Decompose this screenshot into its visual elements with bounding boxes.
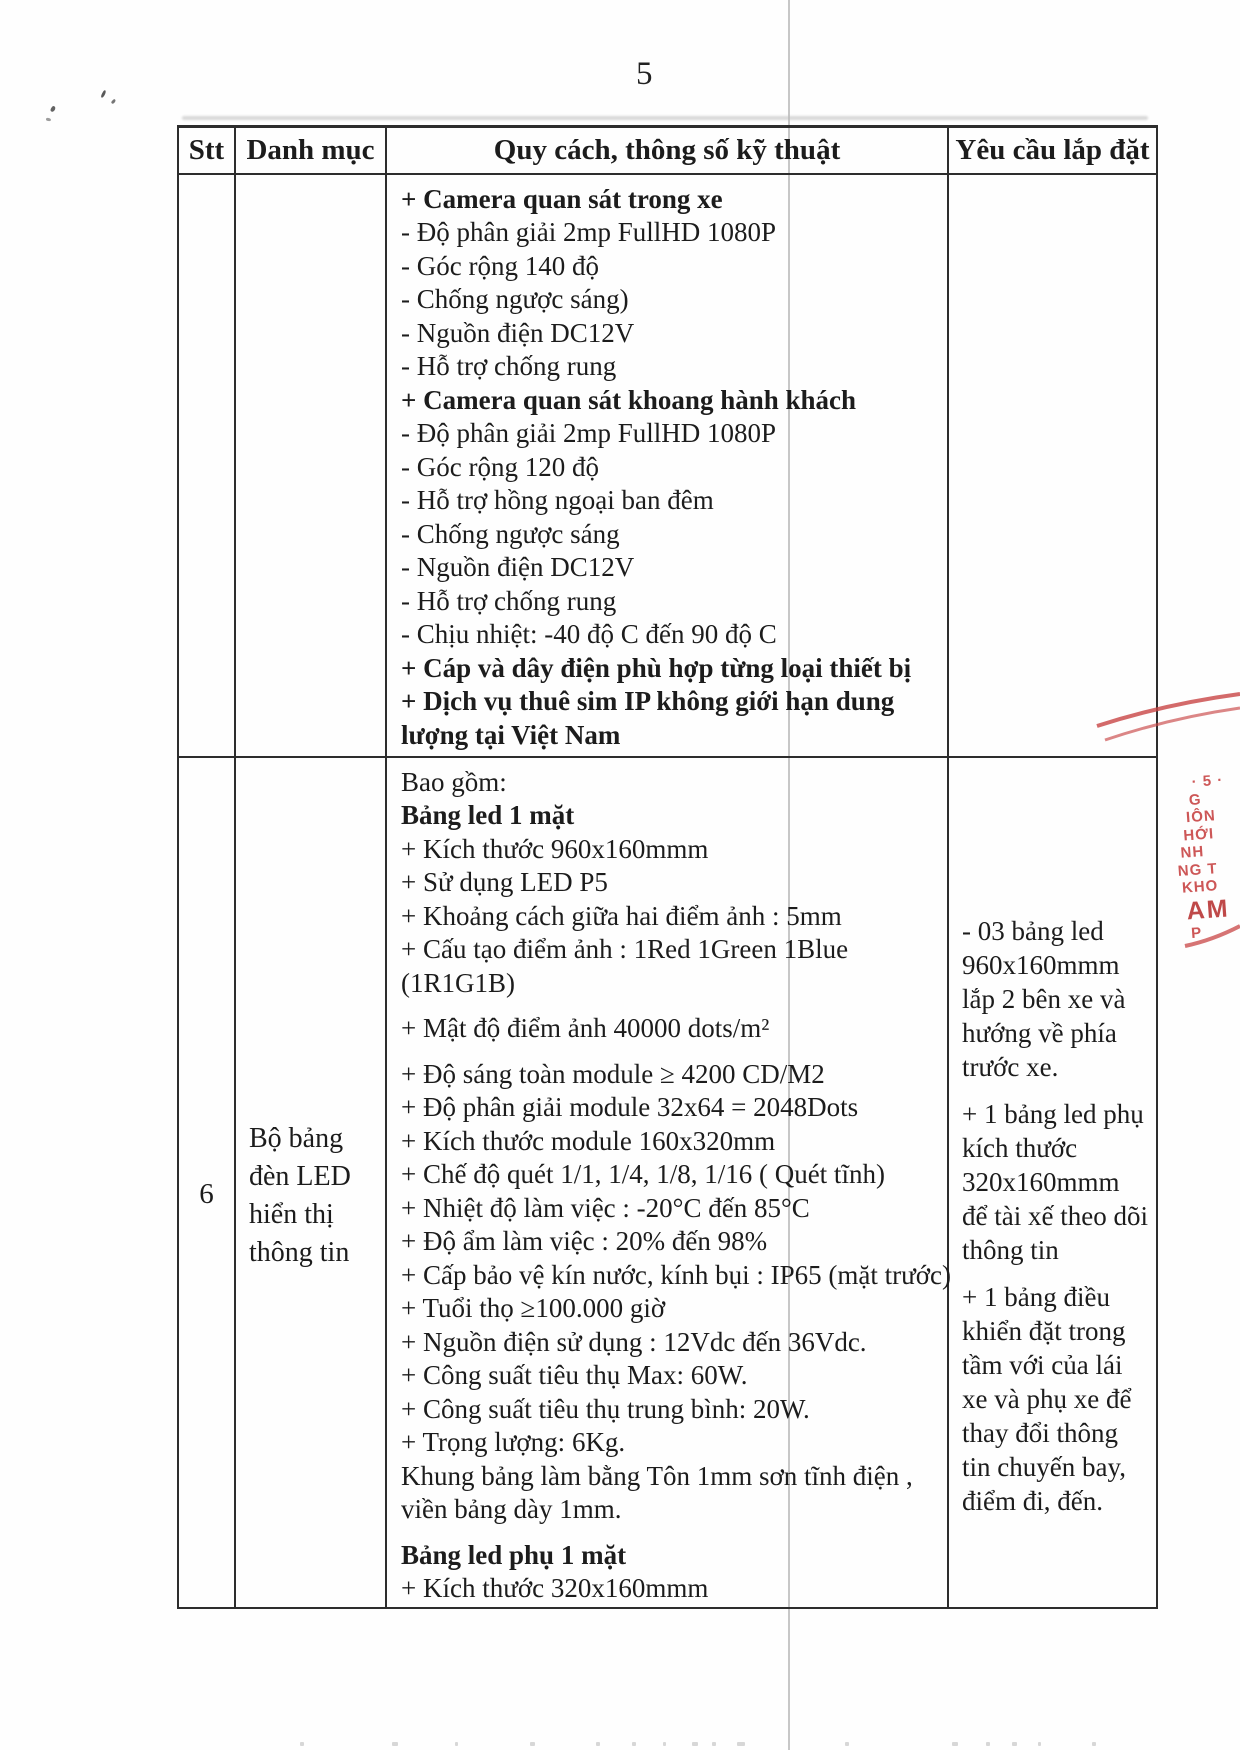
stamp-text-line: P (1190, 923, 1203, 942)
stamp-text-line: AM (1185, 893, 1231, 925)
stamp-text-line: IÔN (1185, 807, 1217, 827)
cell-spec (386, 757, 951, 1608)
spec-line: + Độ phân giải module 32x64 = 2048Dots (401, 1092, 859, 1122)
spec-line: - Góc rộng 120 độ (401, 451, 599, 482)
stamp-text-line: HỚI (1182, 824, 1215, 844)
stamp-text (1079, 771, 1240, 949)
spec-line: + Độ sáng toàn module ≥ 4200 CD/M2 (401, 1058, 825, 1089)
spec-line: + Tuổi thọ ≥100.000 giờ (401, 1293, 666, 1323)
spec-line: - Chống ngược sáng) (401, 284, 629, 314)
spec-line: + Camera quan sát trong xe (401, 183, 723, 214)
spec-line: viền bảng dày 1mm. (401, 1494, 622, 1524)
cell-stt (178, 174, 235, 757)
stamp-text-line: NG T (1177, 859, 1219, 880)
spec-line: + Nguồn điện sử dụng : 12Vdc đến 36Vdc. (401, 1326, 867, 1357)
spec-line: (1R1G1B) (401, 967, 515, 998)
spec-line: + Dịch vụ thuê sim IP không giới hạn dung (401, 686, 895, 716)
spec-table (177, 125, 1158, 1609)
table-row-camera (178, 174, 1157, 757)
cell-requirement (948, 174, 1157, 757)
col-header-yeu-cau: Yêu cầu lắp đặt (948, 127, 1157, 174)
requirement-paragraph: + 1 bảng led phụ kích thước 320x160mmm để tài xế theo dõi thông tin (962, 1098, 1148, 1265)
red-stamp-fragment (1085, 688, 1240, 958)
requirement-paragraph: - 03 bảng led 960x160mmm lắp 2 bên xe và hướng về phía trước xe. (962, 915, 1126, 1082)
spec-line: - Hỗ trợ chống rung (401, 585, 617, 616)
category-label: Bộ bảng đèn LED hiển thị thông tin (249, 1123, 351, 1268)
spec-line: + Độ ẩm làm việc : 20% đến 98% (401, 1226, 768, 1256)
requirement-paragraph: + 1 bảng điều khiển đặt trong tầm với của lái xe và phụ xe để thay đổi thông tin chuyến bay, điểm đi, đến. (962, 1281, 1132, 1516)
stamp-text-line: G (1188, 790, 1203, 809)
spec-line: + Cấp bảo vệ kín nước, kính bụi : IP65 (mặt trước) (401, 1259, 951, 1290)
cell-stt (178, 757, 235, 1608)
spec-line: + Kích thước 960x160mmm (401, 833, 709, 864)
spec-line: + Nhiệt độ làm việc : -20°C đến 85°C (401, 1192, 810, 1223)
cell-danh-muc (235, 757, 386, 1608)
spec-line: Bảng led phụ 1 mặt (401, 1539, 627, 1570)
ink-speck (50, 105, 57, 112)
spec-line: + Mật độ điểm ảnh 40000 dots/m² (401, 1013, 770, 1043)
cell-spec (386, 174, 948, 757)
ink-speck (111, 99, 117, 105)
spec-line: - Hỗ trợ hồng ngoại ban đêm (401, 485, 714, 515)
spec-line: - Chịu nhiệt: -40 độ C đến 90 độ C (401, 619, 777, 649)
spec-line: - Hỗ trợ chống rung (401, 351, 617, 381)
stamp-text-line: NH (1179, 843, 1205, 862)
spec-line: lượng tại Việt Nam (401, 719, 621, 750)
stamp-text-line: · 5 · (1191, 771, 1224, 791)
requirement-list (962, 914, 1148, 1518)
col-header-quy-cach: Quy cách, thông số kỹ thuật (386, 127, 948, 174)
col-header-danh-muc: Danh mục (235, 127, 386, 174)
spec-line: + Cáp và dây điện phù hợp từng loại thiết bị (401, 652, 912, 683)
spec-line: Khung bảng làm bằng Tôn 1mm sơn tĩnh điện , (401, 1460, 913, 1491)
spec-line: + Cấu tạo điểm ảnh : 1Red 1Green 1Blue (401, 934, 849, 964)
cell-danh-muc (235, 174, 386, 757)
spec-list (401, 766, 951, 1606)
spec-line: + Chế độ quét 1/1, 1/4, 1/8, 1/16 ( Quét tĩnh) (401, 1159, 885, 1189)
spec-line: + Trọng lượng: 6Kg. (401, 1427, 626, 1457)
spec-line: + Công suất tiêu thụ trung bình: 20W. (401, 1393, 810, 1424)
spec-line: - Nguồn điện DC12V (401, 317, 635, 348)
scan-smudge (182, 116, 1148, 120)
spec-line: + Khoảng cách giữa hai điểm ảnh : 5mm (401, 900, 842, 931)
row-number: 6 (199, 1177, 214, 1210)
spec-line: - Độ phân giải 2mp FullHD 1080P (401, 418, 776, 448)
spec-line: + Kích thước module 160x320mm (401, 1125, 776, 1156)
spec-line: + Sử dụng LED P5 (401, 867, 608, 897)
spec-line: - Góc rộng 140 độ (401, 250, 599, 281)
spec-line: Bao gồm: (401, 766, 507, 797)
stamp-text-line: KHO (1181, 877, 1219, 897)
spec-line: + Kích thước 320x160mmm (401, 1573, 709, 1603)
spec-line: - Nguồn điện DC12V (401, 552, 635, 582)
scan-artifacts (0, 1740, 1240, 1748)
spec-line: + Công suất tiêu thụ Max: 60W. (401, 1360, 748, 1390)
ink-speck (46, 118, 51, 122)
ink-speck (100, 90, 106, 98)
table-row-led (178, 757, 1157, 1608)
spec-list (401, 183, 943, 753)
spec-line: + Camera quan sát khoang hành khách (401, 384, 857, 415)
header-row (178, 127, 1157, 174)
page-number: 5 (636, 56, 653, 92)
spec-line: - Độ phân giải 2mp FullHD 1080P (401, 217, 776, 247)
spec-line: - Chống ngược sáng (401, 518, 620, 549)
spec-line: Bảng led 1 mặt (401, 800, 575, 830)
col-header-stt: Stt (178, 127, 235, 174)
